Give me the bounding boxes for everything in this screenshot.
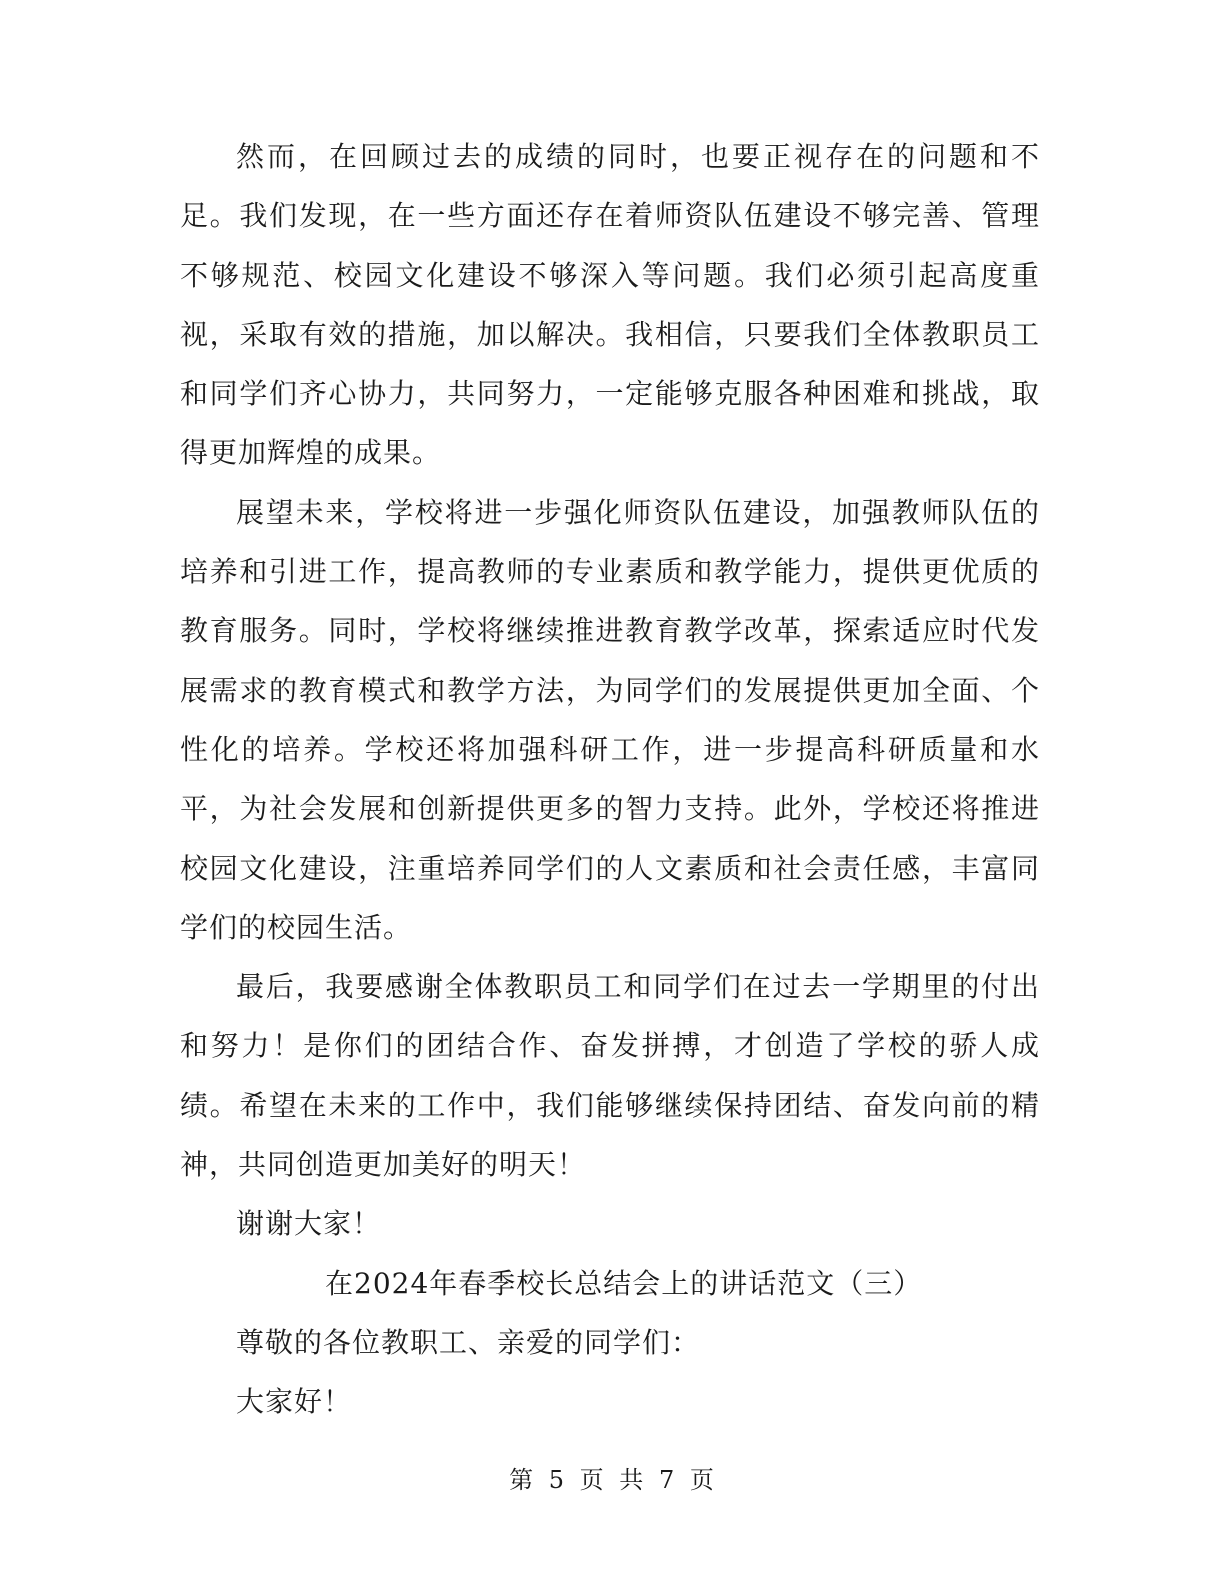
section-title: 在2024年春季校长总结会上的讲话范文（三） (325, 1266, 923, 1300)
paragraph-outlook: 展望未来，学校将进一步强化师资队伍建设，加强教师队伍的培养和引进工作，提高教师的专业素质和教学能力，提供更优质的教育服务。同时，学校将继续推进教育教学改革，探索适应时代发展需求的教育模式和教学方法，为同学们的发展提供更加全面、个性化的培养。学校还将加强科研工作，进一步提高科研质量和水平，为社会发展和创新提供更多的智力支持。此外，学校还将推进校园文化建设，注重培养同学们的人文素质和社会责任感，丰富同学们的校园生活。 (180, 495, 1040, 944)
document-body (180, 127, 1040, 1432)
paragraph-closing: 谢谢大家！ (236, 1207, 382, 1241)
page-number-footer: 第 5 页 共 7 页 (509, 1466, 715, 1494)
salutation: 尊敬的各位教职工、亲爱的同学们： (236, 1325, 701, 1359)
paragraph-problems: 然而，在回顾过去的成绩的同时，也要正视存在的问题和不足。我们发现，在一些方面还存在着师资队伍建设不够完善、管理不够规范、校园文化建设不够深入等问题。我们必须引起高度重视，采取有效的措施，加以解决。我相信，只要我们全体教职员工和同学们齐心协力，共同努力，一定能够克服各种困难和挑战，取得更加辉煌的成果。 (180, 140, 1040, 470)
greeting: 大家好！ (236, 1385, 353, 1419)
paragraph-thanks: 最后，我要感谢全体教职员工和同学们在过去一学期里的付出和努力！是你们的团结合作、奋发拼搏，才创造了学校的骄人成绩。希望在未来的工作中，我们能够继续保持团结、奋发向前的精神，共同创造更加美好的明天！ (180, 970, 1040, 1182)
